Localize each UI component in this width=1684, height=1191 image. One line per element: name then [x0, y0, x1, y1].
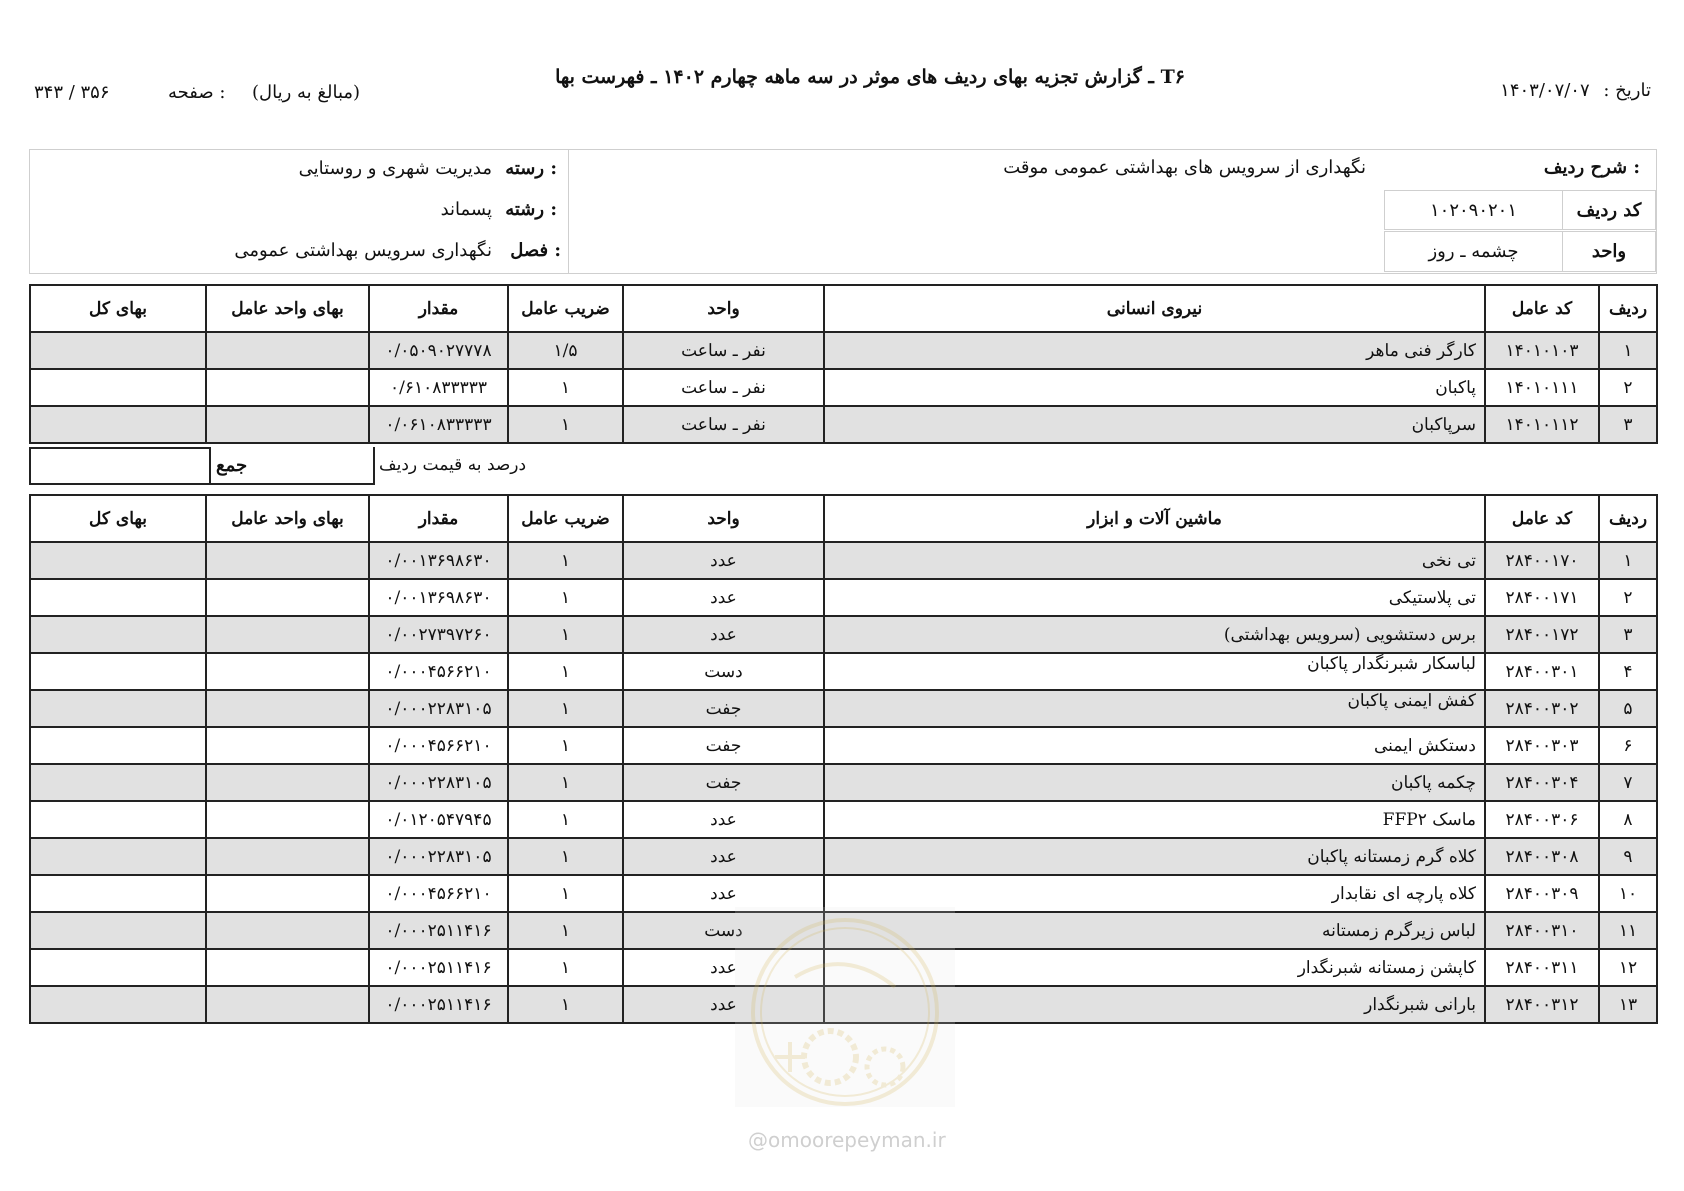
- page-number: ۳۴۳ / ۳۵۶: [34, 82, 110, 103]
- factor-coef: ۱: [508, 579, 623, 616]
- factor-code: ۲۸۴۰۰۳۰۶: [1485, 801, 1599, 838]
- factor-total: [30, 542, 206, 579]
- factor-total: [30, 838, 206, 875]
- table-row: [30, 332, 1657, 369]
- sum-label: جمع: [216, 455, 248, 476]
- factor-unit-price: [206, 332, 369, 369]
- factor-unit: عدد: [623, 801, 824, 838]
- factor-total: [30, 801, 206, 838]
- row-number: ۷: [1599, 764, 1657, 801]
- table-row: [30, 764, 1657, 801]
- factor-code: ۲۸۴۰۰۳۰۲: [1485, 690, 1599, 727]
- factor-unit-price: [206, 542, 369, 579]
- factor-total: [30, 949, 206, 986]
- row-number: ۱۲: [1599, 949, 1657, 986]
- factor-unit: جفت: [623, 764, 824, 801]
- factor-qty: ۰/۰۱۲۰۵۴۷۹۴۵: [369, 801, 508, 838]
- factor-code: ۲۸۴۰۰۳۰۳: [1485, 727, 1599, 764]
- factor-code: ۲۸۴۰۰۱۷۱: [1485, 579, 1599, 616]
- col-qty: مقدار: [369, 285, 508, 332]
- chapter-label: فصل :: [510, 240, 561, 261]
- field-label: رشته :: [505, 199, 557, 220]
- factor-unit-price: [206, 764, 369, 801]
- col-coef: ضریب عامل: [508, 285, 623, 332]
- factor-code: ۱۴۰۱۰۱۱۱: [1485, 369, 1599, 406]
- factor-qty: ۰/۶۱۰۸۳۳۳۳۳: [369, 369, 508, 406]
- factor-total: [30, 986, 206, 1023]
- factor-name: چکمه پاکبان: [824, 764, 1485, 801]
- factor-total: [30, 690, 206, 727]
- table-row: [30, 616, 1657, 653]
- col-name: نیروی انسانی: [824, 285, 1485, 332]
- factor-unit-price: [206, 912, 369, 949]
- machinery-header-row: [30, 495, 1657, 542]
- table-row: [30, 369, 1657, 406]
- table-row: [30, 727, 1657, 764]
- factor-qty: ۰/۰۰۱۳۶۹۸۶۳۰: [369, 579, 508, 616]
- date-label: تاریخ :: [1603, 80, 1651, 101]
- row-number: ۹: [1599, 838, 1657, 875]
- factor-total: [30, 406, 206, 443]
- page-title: T۶ ـ گزارش تجزیه بهای ردیف های موثر در سه ماهه چهارم ۱۴۰۲ ـ فهرست بها: [555, 66, 1185, 88]
- row-number: ۳: [1599, 406, 1657, 443]
- table-row: [30, 838, 1657, 875]
- factor-unit-price: [206, 875, 369, 912]
- factor-coef: ۱: [508, 616, 623, 653]
- col-unit-price: بهای واحد عامل: [206, 285, 369, 332]
- category-label: رسته :: [505, 158, 557, 179]
- row-number: ۸: [1599, 801, 1657, 838]
- labor-sum-row: [29, 447, 1656, 487]
- amount-note: (مبالغ به ریال): [252, 82, 361, 103]
- table-row: [30, 579, 1657, 616]
- factor-unit: عدد: [623, 616, 824, 653]
- factor-total: [30, 764, 206, 801]
- factor-qty: ۰/۰۰۰۴۵۶۶۲۱۰: [369, 727, 508, 764]
- factor-coef: ۱: [508, 912, 623, 949]
- factor-unit-price: [206, 727, 369, 764]
- desc-value: نگهداری از سرویس های بهداشتی عمومی موقت: [1003, 157, 1366, 178]
- factor-unit-price: [206, 838, 369, 875]
- factor-unit: نفر ـ ساعت: [623, 406, 824, 443]
- factor-qty: ۰/۰۰۰۲۲۸۳۱۰۵: [369, 764, 508, 801]
- watermark-logo-icon: [735, 907, 955, 1107]
- unit-value: چشمه ـ روز: [1384, 231, 1563, 272]
- factor-unit-price: [206, 406, 369, 443]
- table-row: [30, 690, 1657, 727]
- col-qty: مقدار: [369, 495, 508, 542]
- labor-header-row: [30, 285, 1657, 332]
- row-number: ۶: [1599, 727, 1657, 764]
- factor-unit-price: [206, 616, 369, 653]
- factor-qty: ۰/۰۰۰۲۵۱۱۴۱۶: [369, 949, 508, 986]
- table-row: [30, 653, 1657, 690]
- factor-unit: دست: [623, 912, 824, 949]
- factor-name: سرپاکبان: [824, 406, 1485, 443]
- factor-code: ۲۸۴۰۰۳۱۰: [1485, 912, 1599, 949]
- factor-unit: عدد: [623, 875, 824, 912]
- factor-qty: ۰/۰۰۰۲۲۸۳۱۰۵: [369, 690, 508, 727]
- row-number: ۱۰: [1599, 875, 1657, 912]
- col-coef: ضریب عامل: [508, 495, 623, 542]
- factor-unit: عدد: [623, 838, 824, 875]
- factor-name: کارگر فنی ماهر: [824, 332, 1485, 369]
- factor-total: [30, 653, 206, 690]
- sum-label-cell: [210, 447, 375, 485]
- unit-label: واحد: [1562, 231, 1656, 272]
- factor-code: ۲۸۴۰۰۳۰۸: [1485, 838, 1599, 875]
- factor-coef: ۱/۵: [508, 332, 623, 369]
- row-number: ۴: [1599, 653, 1657, 690]
- col-unit-price: بهای واحد عامل: [206, 495, 369, 542]
- factor-unit: عدد: [623, 949, 824, 986]
- factor-coef: ۱: [508, 875, 623, 912]
- factor-qty: ۰/۰۰۰۲۵۱۱۴۱۶: [369, 986, 508, 1023]
- factor-name: کلاه گرم زمستانه پاکبان: [824, 838, 1485, 875]
- info-divider: [568, 149, 569, 274]
- factor-unit: دست: [623, 653, 824, 690]
- factor-unit: عدد: [623, 986, 824, 1023]
- factor-coef: ۱: [508, 986, 623, 1023]
- code-value: ۱۰۲۰۹۰۲۰۱: [1384, 190, 1563, 230]
- row-number: ۱۳: [1599, 986, 1657, 1023]
- factor-unit-price: [206, 369, 369, 406]
- factor-coef: ۱: [508, 542, 623, 579]
- row-number: ۲: [1599, 579, 1657, 616]
- factor-coef: ۱: [508, 369, 623, 406]
- col-unit: واحد: [623, 285, 824, 332]
- watermark-site: @omoorepeyman.ir: [748, 1128, 946, 1152]
- field-value: پسماند: [440, 199, 492, 220]
- col-code: کد عامل: [1485, 495, 1599, 542]
- row-number: ۱۱: [1599, 912, 1657, 949]
- factor-total: [30, 727, 206, 764]
- factor-unit: جفت: [623, 690, 824, 727]
- factor-code: ۲۸۴۰۰۱۷۰: [1485, 542, 1599, 579]
- table-row: [30, 406, 1657, 443]
- factor-unit-price: [206, 986, 369, 1023]
- factor-code: ۱۴۰۱۰۱۰۳: [1485, 332, 1599, 369]
- factor-qty: ۰/۰۰۰۲۲۸۳۱۰۵: [369, 838, 508, 875]
- factor-code: ۱۴۰۱۰۱۱۲: [1485, 406, 1599, 443]
- row-number: ۲: [1599, 369, 1657, 406]
- factor-qty: ۰/۰۰۰۲۵۱۱۴۱۶: [369, 912, 508, 949]
- col-unit: واحد: [623, 495, 824, 542]
- factor-total: [30, 332, 206, 369]
- factor-unit-price: [206, 653, 369, 690]
- factor-name: پاکبان: [824, 369, 1485, 406]
- table-row: [30, 801, 1657, 838]
- code-label: کد ردیف: [1562, 190, 1656, 230]
- factor-total: [30, 875, 206, 912]
- col-row: ردیف: [1599, 285, 1657, 332]
- col-code: کد عامل: [1485, 285, 1599, 332]
- factor-coef: ۱: [508, 690, 623, 727]
- chapter-value: نگهداری سرویس بهداشتی عمومی: [234, 240, 492, 261]
- factor-code: ۲۸۴۰۰۳۰۹: [1485, 875, 1599, 912]
- row-number: ۱: [1599, 542, 1657, 579]
- factor-unit-price: [206, 801, 369, 838]
- factor-coef: ۱: [508, 801, 623, 838]
- factor-unit: عدد: [623, 542, 824, 579]
- category-value: مدیریت شهری و روستایی: [298, 158, 492, 179]
- factor-unit: جفت: [623, 727, 824, 764]
- factor-coef: ۱: [508, 949, 623, 986]
- factor-name: تی پلاستیکی: [824, 579, 1485, 616]
- col-name: ماشین آلات و ابزار: [824, 495, 1485, 542]
- factor-coef: ۱: [508, 727, 623, 764]
- factor-unit: نفر ـ ساعت: [623, 369, 824, 406]
- factor-qty: ۰/۰۰۱۳۶۹۸۶۳۰: [369, 542, 508, 579]
- factor-name: دستکش ایمنی: [824, 727, 1485, 764]
- factor-qty: ۰/۰۵۰۹۰۲۷۷۷۸: [369, 332, 508, 369]
- factor-coef: ۱: [508, 838, 623, 875]
- factor-name: ماسک FFP۲: [824, 801, 1485, 838]
- factor-unit-price: [206, 690, 369, 727]
- factor-qty: ۰/۰۰۰۴۵۶۶۲۱۰: [369, 875, 508, 912]
- factor-name: تی نخی: [824, 542, 1485, 579]
- factor-code: ۲۸۴۰۰۳۱۱: [1485, 949, 1599, 986]
- date-value: ۱۴۰۳/۰۷/۰۷: [1500, 80, 1590, 101]
- factor-code: ۲۸۴۰۰۳۰۱: [1485, 653, 1599, 690]
- factor-total: [30, 912, 206, 949]
- factor-code: ۲۸۴۰۰۱۷۲: [1485, 616, 1599, 653]
- row-number: ۱: [1599, 332, 1657, 369]
- row-number: ۵: [1599, 690, 1657, 727]
- factor-name: لباس زیرگرم زمستانه: [824, 912, 1485, 949]
- sum-total-cell: [29, 447, 211, 485]
- table-row: [30, 542, 1657, 579]
- col-total: بهای کل: [30, 495, 206, 542]
- factor-unit: نفر ـ ساعت: [623, 332, 824, 369]
- factor-code: ۲۸۴۰۰۳۱۲: [1485, 986, 1599, 1023]
- factor-total: [30, 369, 206, 406]
- factor-coef: ۱: [508, 764, 623, 801]
- factor-name: کاپشن زمستانه شبرنگدار: [824, 949, 1485, 986]
- factor-unit-price: [206, 579, 369, 616]
- page-label: صفحه :: [168, 82, 226, 103]
- factor-unit-price: [206, 949, 369, 986]
- factor-coef: ۱: [508, 406, 623, 443]
- factor-coef: ۱: [508, 653, 623, 690]
- date-block: [1500, 80, 1651, 101]
- desc-label: شرح ردیف :: [1543, 157, 1640, 178]
- factor-code: ۲۸۴۰۰۳۰۴: [1485, 764, 1599, 801]
- col-row: ردیف: [1599, 495, 1657, 542]
- factor-name: بارانی شبرنگدار: [824, 986, 1485, 1023]
- factor-total: [30, 616, 206, 653]
- row-number: ۳: [1599, 616, 1657, 653]
- factor-total: [30, 579, 206, 616]
- factor-name: برس دستشویی (سرویس بهداشتی): [824, 616, 1485, 653]
- factor-name: کفش ایمنی پاکبان: [824, 690, 1485, 727]
- col-total: بهای کل: [30, 285, 206, 332]
- factor-name: لباسکار شبرنگدار پاکبان: [824, 653, 1485, 690]
- factor-name: کلاه پارچه ای نقابدار: [824, 875, 1485, 912]
- factor-qty: ۰/۰۶۱۰۸۳۳۳۳۳: [369, 406, 508, 443]
- labor-table: [29, 284, 1658, 444]
- factor-qty: ۰/۰۰۰۴۵۶۶۲۱۰: [369, 653, 508, 690]
- factor-qty: ۰/۰۰۲۷۳۹۷۲۶۰: [369, 616, 508, 653]
- percent-label: درصد به قیمت ردیف: [379, 455, 527, 475]
- factor-unit: عدد: [623, 579, 824, 616]
